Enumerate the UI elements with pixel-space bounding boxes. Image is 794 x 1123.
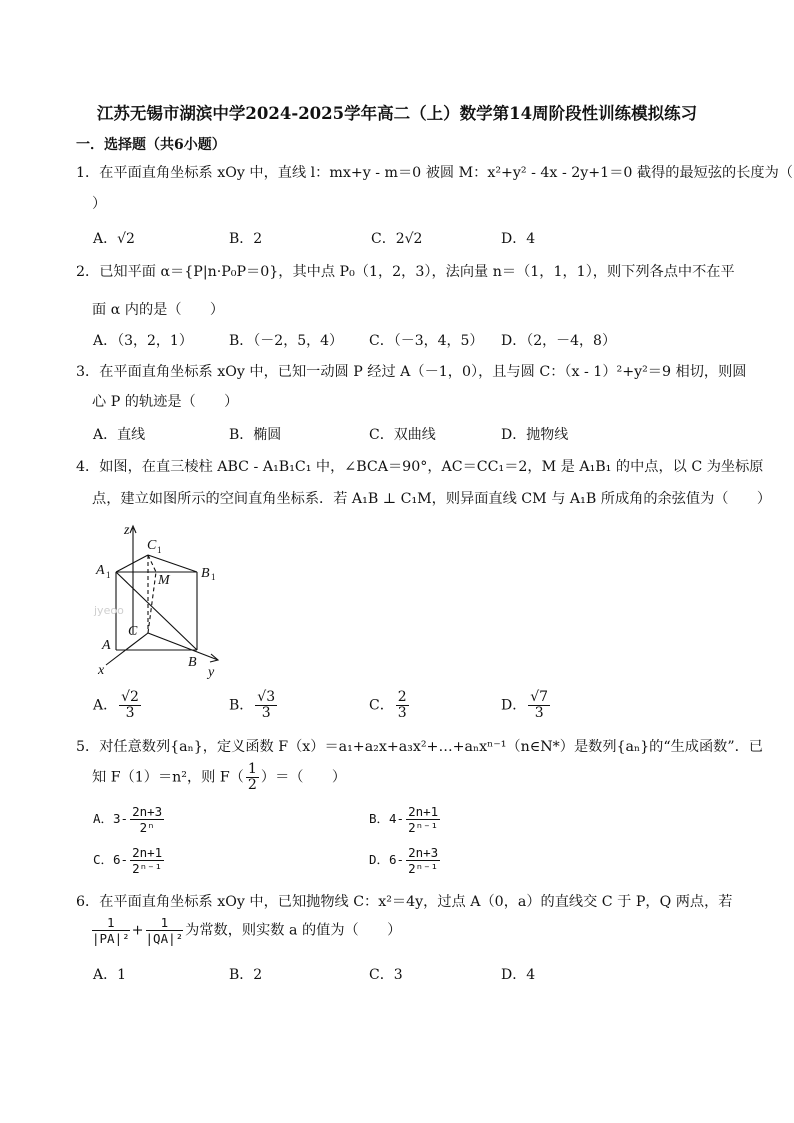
label-c1: C [147, 538, 157, 553]
q4-a-den: 3 [125, 705, 135, 721]
q6-pa-num: 1 [92, 915, 130, 931]
label-b1: B [201, 566, 210, 581]
q4-line1: 4．如图，在直三棱柱 ABC - A₁B₁C₁ 中，∠BCA＝90°，AC＝CC₁＝2，M 是 A₁B₁ 的中点，以 C 为坐标原 [76, 459, 764, 475]
q5-line1: 5．对任意数列{aₙ}，定义函数 F（x）＝a₁+a₂x+a₃x²+…+aₙxⁿ⁻¹（n∈N*）是数列{aₙ}的“生成函数”．已 [76, 739, 763, 755]
q4-b-den: 3 [261, 705, 271, 721]
q3-line1: 3．在平面直角坐标系 xOy 中，已知一动圆 P 经过 A（－1，0），且与圆 C：（x - 1）²+y²＝9 相切，则圆 [76, 364, 747, 380]
q3-option-b[interactable]: B．椭圆 [229, 427, 282, 443]
q4-option-b[interactable] [229, 690, 279, 721]
q6-option-b[interactable]: B．2 [229, 967, 263, 983]
q5-c-fraction [130, 845, 164, 876]
label-c1-sub: 1 [157, 545, 162, 555]
q4-line2: 点，建立如图所示的空间直角坐标系．若 A₁B ⊥ C₁M，则异面直线 CM 与 A₁B 所成角的余弦值为（ ） [92, 491, 772, 507]
q4-a-fraction [119, 690, 141, 721]
q6-option-a[interactable]: A．1 [93, 967, 127, 983]
label-a1-sub: 1 [106, 570, 111, 580]
q5-d-den: 2ⁿ⁻¹ [408, 861, 439, 876]
q5-b-fraction [406, 804, 440, 835]
q2-option-a[interactable]: A．（3，2，1） [93, 333, 193, 349]
q5-c-den: 2ⁿ⁻¹ [132, 861, 163, 876]
q5-d-prefix: D．6- [369, 852, 405, 867]
q5-b-num: 2n+1 [408, 804, 439, 819]
q1-option-c[interactable]: C．2√2 [371, 231, 423, 247]
q4-c-den: 3 [397, 705, 407, 721]
q5-option-a[interactable] [93, 804, 166, 835]
q6-option-d[interactable]: D．4 [501, 967, 536, 983]
q6-pa-den: |PA|² [92, 931, 130, 946]
q5-half-num: 1 [247, 761, 257, 777]
q4-b-prefix: B． [229, 697, 254, 714]
q2-option-c[interactable]: C．（－3，4，5） [369, 333, 484, 349]
q3-option-d[interactable]: D．抛物线 [501, 427, 569, 443]
q1-option-b[interactable]: B．2 [229, 231, 263, 247]
q5-half-fraction [246, 762, 259, 793]
q4-option-d[interactable] [501, 690, 552, 721]
q5-a-fraction [130, 804, 164, 835]
q4-d-num: √7 [530, 689, 549, 705]
q6-line1: 6．在平面直角坐标系 xOy 中，已知抛物线 C：x²＝4y，过点 A（0，a）的直线交 C 于 P，Q 两点，若 [76, 894, 733, 910]
q3-option-a[interactable]: A．直线 [93, 427, 146, 443]
q5-option-b[interactable] [369, 804, 442, 835]
label-m: M [158, 573, 170, 588]
q5-option-c[interactable] [93, 845, 166, 876]
q4-d-den: 3 [534, 705, 544, 721]
q4-a-prefix: A． [93, 697, 118, 714]
q6-fraction-pa [92, 915, 130, 946]
watermark: jyeoo [94, 604, 124, 617]
q6-line2-post: 为常数，则实数 a 的值为（ ） [185, 922, 402, 939]
prism-figure [90, 522, 240, 682]
q5-a-den: 2ⁿ [139, 820, 155, 835]
q4-b-num: √3 [257, 689, 276, 705]
label-a1: A [96, 563, 105, 578]
q6-plus: + [131, 922, 144, 939]
q5-half-den: 2 [247, 777, 257, 793]
label-b1-sub: 1 [211, 572, 216, 582]
q5-a-prefix: A．3- [93, 811, 129, 826]
q5-line2 [92, 762, 346, 793]
q1-line1: 1．在平面直角坐标系 xOy 中，直线 l：mx+y - m＝0 被圆 M：x²+y² - 4x - 2y+1＝0 截得的最短弦的长度为（ [76, 165, 793, 181]
q5-a-num: 2n+3 [132, 804, 163, 819]
q6-qa-den: |QA|² [145, 931, 184, 946]
q5-d-fraction [406, 845, 440, 876]
q4-option-c[interactable] [369, 690, 411, 721]
label-x: x [98, 663, 105, 678]
q4-c-prefix: C． [369, 697, 394, 714]
q4-c-num: 2 [397, 689, 407, 705]
q5-option-d[interactable] [369, 845, 442, 876]
q6-fraction-qa [146, 915, 184, 946]
q1-option-d[interactable]: D．4 [501, 231, 536, 247]
q3-option-c[interactable]: C．双曲线 [369, 427, 436, 443]
page-title: 江苏无锡市湖滨中学2024-2025学年高二（上）数学第14周阶段性训练模拟练习 [96, 104, 698, 123]
q5-b-den: 2ⁿ⁻¹ [408, 820, 439, 835]
q1-option-a[interactable]: A．√2 [93, 231, 135, 247]
section-heading: 一．选择题（共6小题） [76, 137, 226, 153]
q4-d-prefix: D． [501, 697, 527, 714]
edge-a1c1 [116, 555, 148, 572]
q5-b-prefix: B．4- [369, 811, 405, 826]
q6-line2 [90, 915, 401, 946]
q5-line2-post: ）＝（ ） [260, 769, 347, 786]
q2-line1: 2．已知平面 α＝{P|n·P₀P＝0}，其中点 P₀（1，2，3），法向量 n＝（1，1，1），则下列各点中不在平 [76, 264, 735, 280]
q4-d-fraction [528, 690, 550, 721]
label-y: y [208, 665, 215, 680]
q2-option-b[interactable]: B．（－2，5，4） [229, 333, 344, 349]
q4-b-fraction [255, 690, 277, 721]
q1-line2: ） [92, 196, 107, 212]
x-axis [106, 633, 148, 665]
q5-d-num: 2n+3 [408, 845, 439, 860]
label-c: C [128, 624, 138, 639]
label-a: A [102, 638, 111, 653]
q4-a-num: √2 [121, 689, 139, 705]
q4-c-fraction [396, 690, 409, 721]
q5-c-num: 2n+1 [132, 845, 163, 860]
segment-cm-hidden [148, 572, 156, 633]
q5-c-prefix: C．6- [93, 852, 129, 867]
label-z: z [124, 523, 130, 538]
q2-line2: 面 α 内的是（ ） [92, 302, 225, 318]
q4-option-a[interactable] [93, 690, 143, 721]
q6-option-c[interactable]: C．3 [369, 967, 403, 983]
q5-line2-pre: 知 F（1）＝n²，则 F（ [92, 769, 244, 786]
q3-line2: 心 P 的轨迹是（ ） [92, 394, 239, 410]
label-b: B [188, 655, 197, 670]
q6-qa-num: 1 [146, 915, 184, 931]
q2-option-d[interactable]: D．（2，－4，8） [501, 333, 616, 349]
